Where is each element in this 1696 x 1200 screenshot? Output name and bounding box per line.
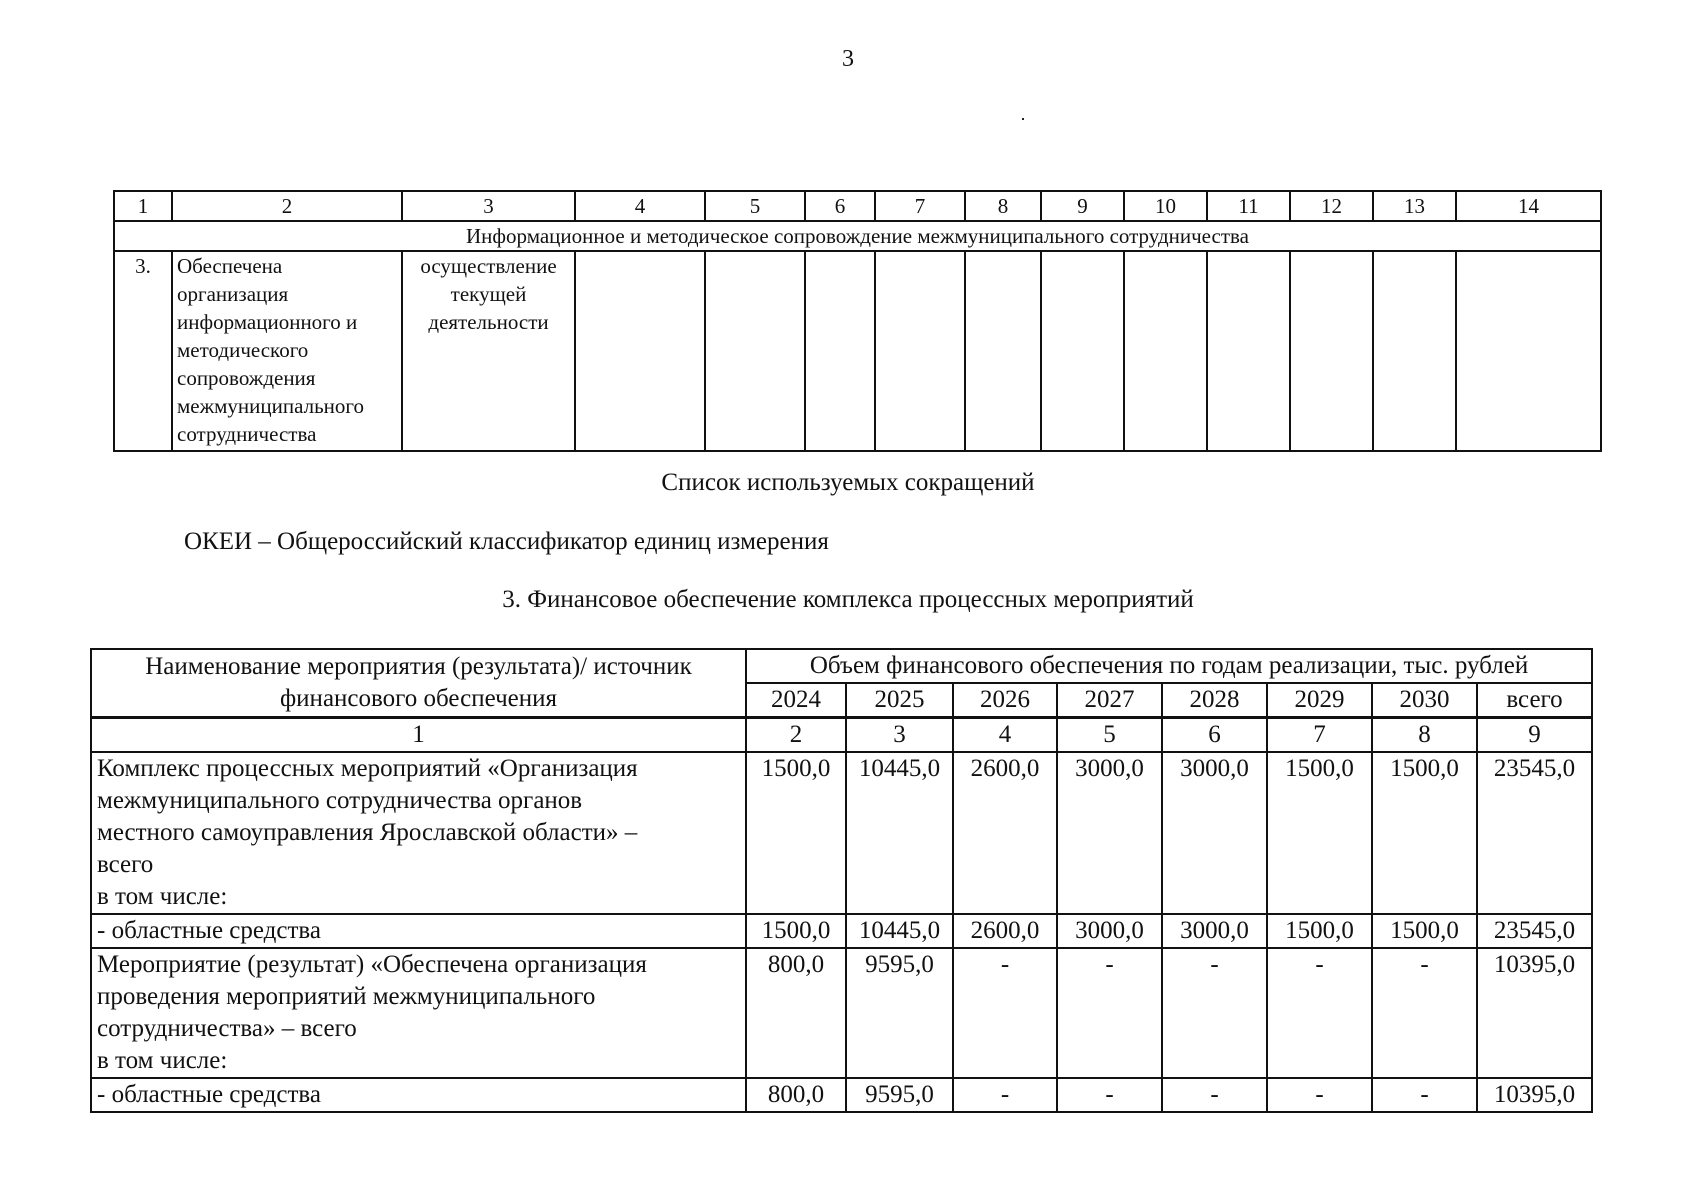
header-row bbox=[91, 649, 1592, 683]
row-basis-line: осуществление bbox=[420, 254, 557, 278]
value-cell: - bbox=[1267, 948, 1372, 1078]
column-number: 5 bbox=[705, 191, 805, 221]
financing-title: 3. Финансовое обеспечение комплекса процессных мероприятий bbox=[502, 586, 1194, 613]
value-cell: - bbox=[1057, 948, 1162, 1078]
column-number: 4 bbox=[575, 191, 705, 221]
total-cell: 10395,0 bbox=[1477, 1078, 1592, 1112]
indicators-table bbox=[113, 190, 1602, 452]
empty-cell bbox=[875, 251, 965, 451]
table-row bbox=[91, 752, 1592, 914]
scan-speck bbox=[1022, 118, 1024, 120]
table-row bbox=[91, 1078, 1592, 1112]
total-cell: 10395,0 bbox=[1477, 948, 1592, 1078]
column-number: 7 bbox=[1267, 718, 1372, 753]
row-label: - областные средства bbox=[91, 914, 746, 948]
value-cell: - bbox=[1372, 1078, 1477, 1112]
column-number-row bbox=[114, 191, 1601, 221]
empty-cell bbox=[1124, 251, 1207, 451]
value-cell: 1500,0 bbox=[746, 752, 846, 914]
row-label bbox=[91, 948, 746, 1078]
column-number: 13 bbox=[1373, 191, 1456, 221]
year-header: 2029 bbox=[1267, 683, 1372, 718]
value-cell: - bbox=[953, 948, 1057, 1078]
column-number: 4 bbox=[953, 718, 1057, 753]
column-number: 12 bbox=[1290, 191, 1373, 221]
column-number: 3 bbox=[402, 191, 575, 221]
column-number: 7 bbox=[875, 191, 965, 221]
column-number: 8 bbox=[965, 191, 1041, 221]
row-label: - областные средства bbox=[91, 1078, 746, 1112]
row-label-line: всего bbox=[97, 851, 154, 878]
value-cell: 3000,0 bbox=[1162, 914, 1267, 948]
row-number: 3. bbox=[114, 251, 172, 451]
value-cell: 3000,0 bbox=[1057, 752, 1162, 914]
row-name bbox=[172, 251, 402, 451]
value-cell: - bbox=[1057, 1078, 1162, 1112]
value-cell: 1500,0 bbox=[1267, 752, 1372, 914]
table-row bbox=[114, 251, 1601, 451]
value-cell: 9595,0 bbox=[846, 948, 953, 1078]
volume-header: Объем финансового обеспечения по годам реализации, тыс. рублей bbox=[746, 649, 1592, 683]
row-label-line: Мероприятие (результат) «Обеспечена организация bbox=[97, 951, 647, 978]
total-cell: 23545,0 bbox=[1477, 914, 1592, 948]
financing-table bbox=[90, 648, 1593, 1113]
column-number: 2 bbox=[172, 191, 402, 221]
table-row bbox=[91, 914, 1592, 948]
row-label-line: межмуниципального сотрудничества органов bbox=[97, 787, 583, 814]
value-cell: - bbox=[1162, 948, 1267, 1078]
row-name-line: информационного и bbox=[177, 310, 358, 334]
year-header: 2024 bbox=[746, 683, 846, 718]
row-name-line: межмуниципального bbox=[177, 394, 364, 418]
row-basis bbox=[402, 251, 575, 451]
empty-cell bbox=[575, 251, 705, 451]
value-cell: 2600,0 bbox=[953, 914, 1057, 948]
value-cell: 9595,0 bbox=[846, 1078, 953, 1112]
value-cell: 1500,0 bbox=[1267, 914, 1372, 948]
column-number: 5 bbox=[1057, 718, 1162, 753]
total-header: всего bbox=[1477, 683, 1592, 718]
column-number: 8 bbox=[1372, 718, 1477, 753]
column-number: 2 bbox=[746, 718, 846, 753]
value-cell: 1500,0 bbox=[1372, 914, 1477, 948]
column-number: 1 bbox=[114, 191, 172, 221]
year-header: 2028 bbox=[1162, 683, 1267, 718]
empty-cell bbox=[1373, 251, 1456, 451]
column-number: 1 bbox=[91, 718, 746, 753]
row-label-line: сотрудничества» – всего bbox=[97, 1015, 357, 1042]
row-label-line: местного самоуправления Ярославской области» – bbox=[97, 819, 638, 846]
value-cell: 1500,0 bbox=[746, 914, 846, 948]
value-cell: 10445,0 bbox=[846, 914, 953, 948]
empty-cell bbox=[805, 251, 875, 451]
year-header: 2027 bbox=[1057, 683, 1162, 718]
column-number: 9 bbox=[1477, 718, 1592, 753]
column-number: 14 bbox=[1456, 191, 1601, 221]
section-row bbox=[114, 221, 1601, 251]
column-number: 3 bbox=[846, 718, 953, 753]
row-name-line: методического bbox=[177, 338, 309, 362]
row-name-line: сотрудничества bbox=[177, 422, 317, 446]
year-header: 2025 bbox=[846, 683, 953, 718]
year-header: 2030 bbox=[1372, 683, 1477, 718]
column-number: 11 bbox=[1207, 191, 1290, 221]
value-cell: 3000,0 bbox=[1057, 914, 1162, 948]
empty-cell bbox=[1290, 251, 1373, 451]
empty-cell bbox=[965, 251, 1041, 451]
row-name-line: организация bbox=[177, 282, 289, 306]
section-title: Информационное и методическое сопровождение межмуниципального сотрудничества bbox=[114, 221, 1601, 251]
column-number: 10 bbox=[1124, 191, 1207, 221]
value-cell: 800,0 bbox=[746, 1078, 846, 1112]
value-cell: 1500,0 bbox=[1372, 752, 1477, 914]
total-cell: 23545,0 bbox=[1477, 752, 1592, 914]
row-label-line: проведения мероприятий межмуниципального bbox=[97, 983, 596, 1010]
row-label-line: Комплекс процессных мероприятий «Организация bbox=[97, 755, 638, 782]
value-cell: 2600,0 bbox=[953, 752, 1057, 914]
empty-cell bbox=[705, 251, 805, 451]
value-cell: - bbox=[1267, 1078, 1372, 1112]
empty-cell bbox=[1041, 251, 1124, 451]
value-cell: - bbox=[1162, 1078, 1267, 1112]
value-cell: 10445,0 bbox=[846, 752, 953, 914]
row-label-line: в том числе: bbox=[97, 1047, 228, 1074]
year-header: 2026 bbox=[953, 683, 1057, 718]
row-label bbox=[91, 752, 746, 914]
value-cell: 800,0 bbox=[746, 948, 846, 1078]
empty-cell bbox=[1207, 251, 1290, 451]
page-number: 3 bbox=[842, 46, 854, 72]
row-basis-line: деятельности bbox=[428, 310, 549, 334]
name-header-line: финансового обеспечения bbox=[279, 685, 558, 712]
name-header-line: Наименование мероприятия (результата)/ источник bbox=[145, 653, 692, 680]
value-cell: 3000,0 bbox=[1162, 752, 1267, 914]
row-name-line: Обеспечена bbox=[177, 254, 283, 278]
column-number: 6 bbox=[805, 191, 875, 221]
column-number: 9 bbox=[1041, 191, 1124, 221]
table-row bbox=[91, 948, 1592, 1078]
empty-cell bbox=[1456, 251, 1601, 451]
column-number-row bbox=[91, 718, 1592, 753]
row-label-line: в том числе: bbox=[97, 883, 228, 910]
value-cell: - bbox=[953, 1078, 1057, 1112]
row-name-line: сопровождения bbox=[177, 366, 316, 390]
row-basis-line: текущей bbox=[450, 282, 527, 306]
column-number: 6 bbox=[1162, 718, 1267, 753]
value-cell: - bbox=[1372, 948, 1477, 1078]
name-header bbox=[91, 649, 746, 718]
abbreviation-item: ОКЕИ – Общероссийский классификатор единиц измерения bbox=[184, 528, 829, 555]
abbreviations-title: Список используемых сокращений bbox=[661, 469, 1035, 496]
